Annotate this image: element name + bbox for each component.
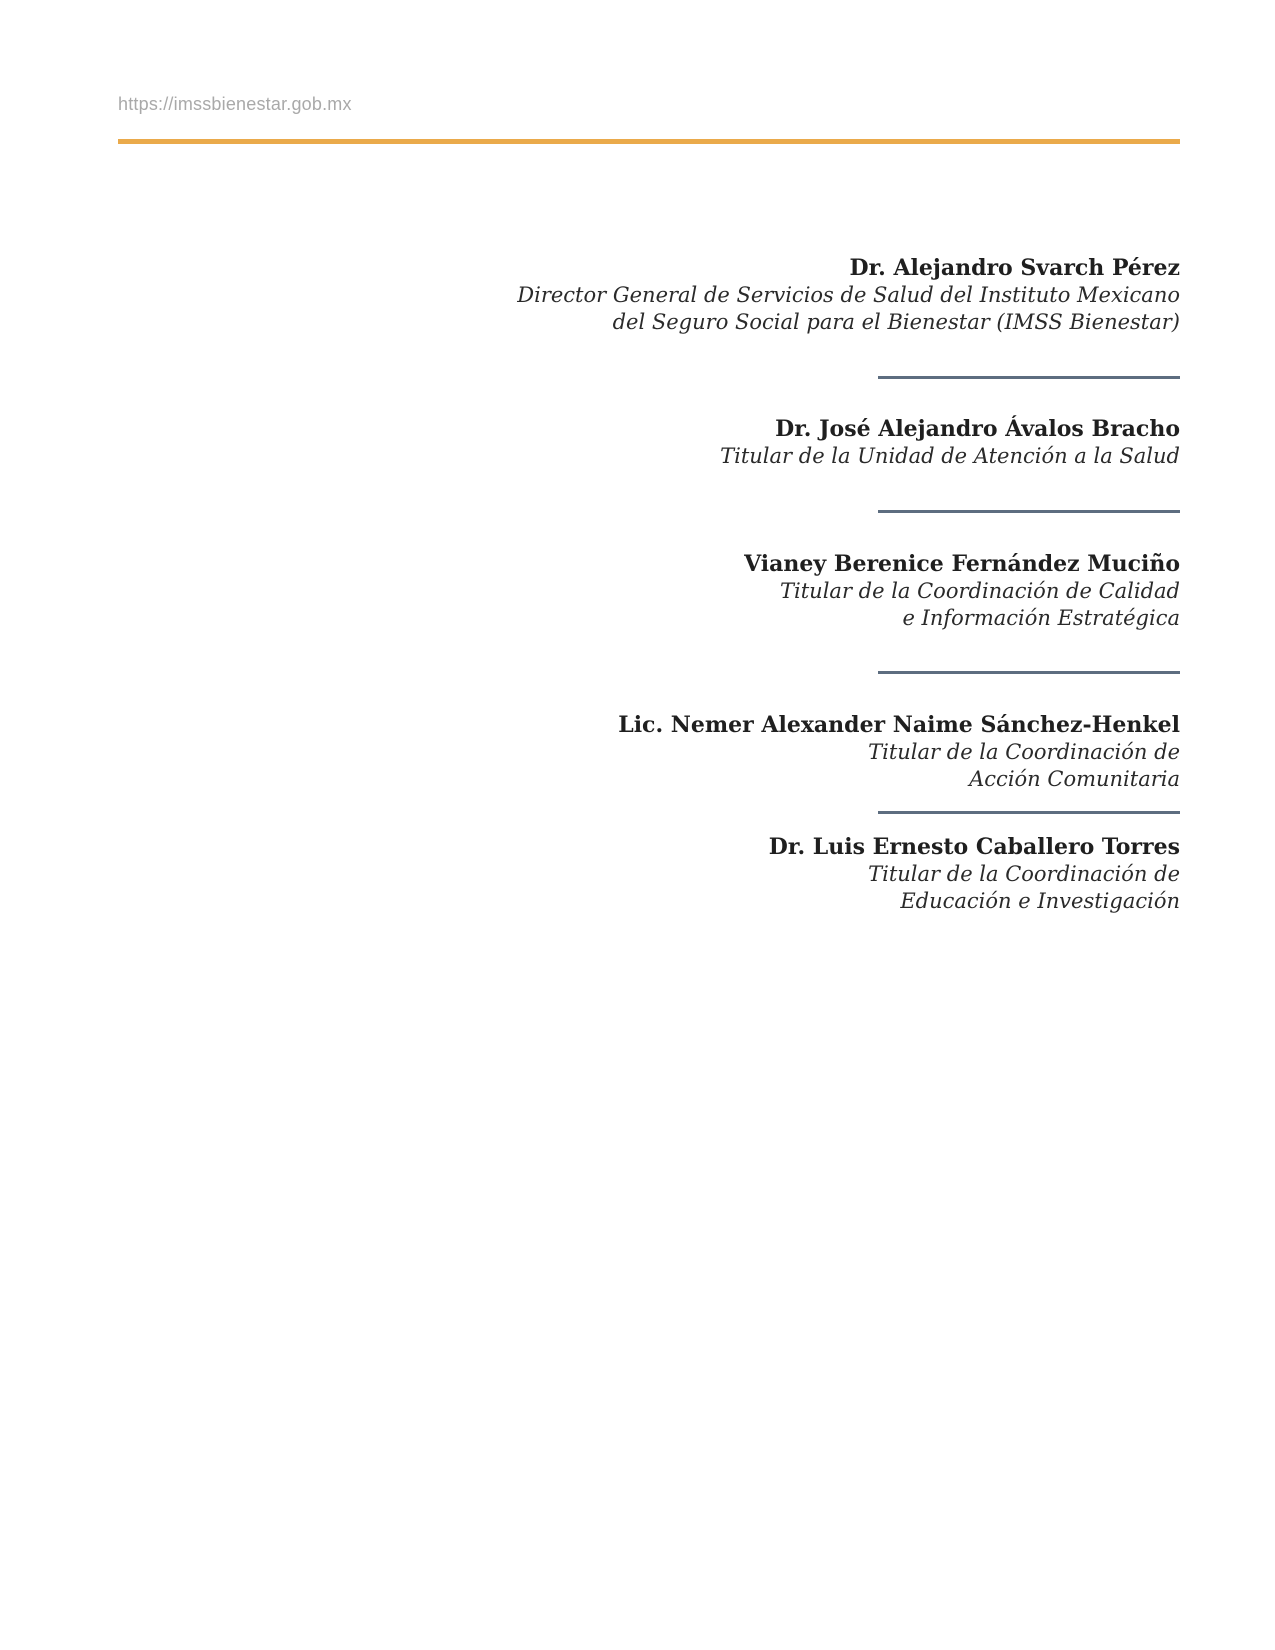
signature-line	[878, 510, 1180, 513]
signatory-block	[480, 833, 1180, 915]
header-accent-rule	[118, 139, 1180, 144]
signatory-title-line: Acción Comunitaria	[969, 767, 1180, 791]
signatory-name: Lic. Nemer Alexander Naime Sánchez-Henkel	[618, 712, 1180, 738]
signatory-title-line: Titular de la Coordinación de Calidad	[780, 579, 1180, 603]
signatory-title-line: Director General de Servicios de Salud del Instituto Mexicano	[517, 283, 1180, 307]
signatory-name: Dr. José Alejandro Ávalos Bracho	[775, 416, 1180, 442]
signatory-title-line: del Seguro Social para el Bienestar (IMSS Bienestar)	[612, 310, 1180, 334]
signature-line	[878, 811, 1180, 814]
signature-line	[878, 671, 1180, 674]
header-url: https://imssbienestar.gob.mx	[118, 94, 352, 114]
signatory-name: Dr. Luis Ernesto Caballero Torres	[768, 834, 1180, 860]
signatory-name: Dr. Alejandro Svarch Pérez	[849, 255, 1180, 281]
signatory-title-line: e Información Estratégica	[902, 606, 1180, 630]
signatory-title-line: Educación e Investigación	[900, 889, 1180, 913]
signatory-block	[480, 415, 1180, 470]
signatory-name: Vianey Berenice Fernández Muciño	[744, 551, 1180, 577]
signatory-block	[480, 550, 1180, 632]
signature-line	[878, 376, 1180, 379]
signatory-block	[480, 254, 1180, 336]
signatory-title-line: Titular de la Coordinación de	[868, 740, 1180, 764]
signatory-title-line: Titular de la Unidad de Atención a la Salud	[720, 444, 1180, 468]
signatory-title-line: Titular de la Coordinación de	[868, 862, 1180, 886]
signatory-block	[480, 711, 1180, 793]
